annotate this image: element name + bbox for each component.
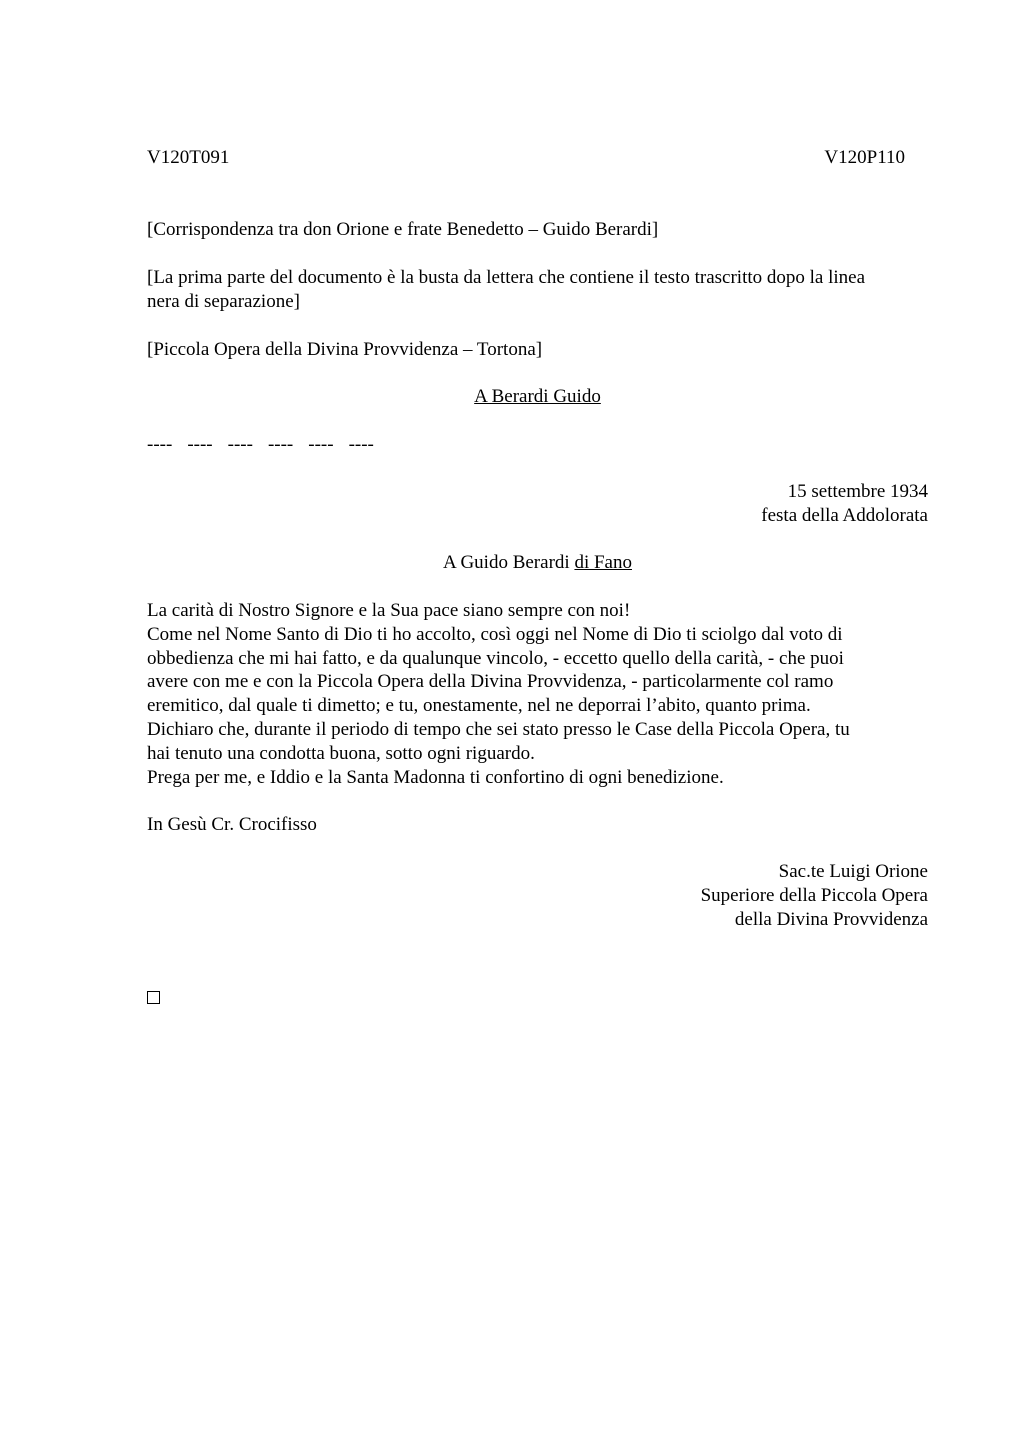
letter-recipient (147, 551, 928, 575)
envelope-note-line-1: [La prima parte del documento è la busta da lettera che contiene il testo trascritto dopo la linea (147, 267, 866, 288)
letter-body-line: Come nel Nome Santo di Dio ti ho accolto, così oggi nel Nome di Dio ti sciolgo dal voto di (147, 624, 843, 645)
separator-dash: ---- (187, 434, 213, 455)
letter-body-line: Prega per me, e Iddio e la Santa Madonna ti confortino di ogni benedizione. (147, 767, 724, 788)
letter-body-line: La carità di Nostro Signore e la Sua pace siano sempre con noi! (147, 600, 631, 621)
signature-organization: della Divina Provvidenza (734, 909, 928, 930)
letter-body-line: eremitico, dal quale ti dimetto; e tu, onestamente, nel ne deporrai l’abito, quanto prima. (147, 695, 811, 716)
envelope-addressee-line (147, 385, 928, 409)
document-code-right: V120P110 (824, 147, 905, 168)
document-code-left: V120T091 (147, 147, 230, 168)
letter-date: 15 settembre 1934 (787, 481, 928, 502)
separator-dash: ---- (348, 434, 374, 455)
letter-closing: In Gesù Cr. Crocifisso (147, 814, 317, 835)
correspondence-title: [Corrispondenza tra don Orione e frate Benedetto – Guido Berardi] (147, 219, 659, 240)
letter-body-line: hai tenuto una condotta buona, sotto ogni riguardo. (147, 743, 535, 764)
signature-name: Sac.te Luigi Orione (778, 861, 928, 882)
envelope-note-line-2: nera di separazione] (147, 291, 300, 312)
letter-body-line: avere con me e con la Piccola Opera della Divina Provvidenza, - particolarmente col ramo (147, 671, 834, 692)
institution-note: [Piccola Opera della Divina Provvidenza – Tortona] (147, 339, 543, 360)
empty-box-marker (147, 991, 160, 1004)
separator-dash: ---- (147, 434, 173, 455)
separator-dashes (147, 433, 928, 457)
envelope-addressee: A Berardi Guido (474, 386, 601, 407)
separator-dash: ---- (227, 434, 253, 455)
recipient-name: A Guido Berardi (443, 552, 570, 573)
separator-dash: ---- (267, 434, 294, 455)
letter-feast: festa della Addolorata (761, 505, 928, 526)
separator-dash: ---- (308, 434, 334, 455)
letter-body-line: obbedienza che mi hai fatto, e da qualunque vincolo, - eccetto quello della carità, - che puoi (147, 648, 844, 669)
signature-title: Superiore della Piccola Opera (700, 885, 928, 906)
recipient-place: di Fano (574, 552, 632, 573)
letter-body-line: Dichiaro che, durante il periodo di tempo che sei stato presso le Case della Piccola Opera, tu (147, 719, 850, 740)
